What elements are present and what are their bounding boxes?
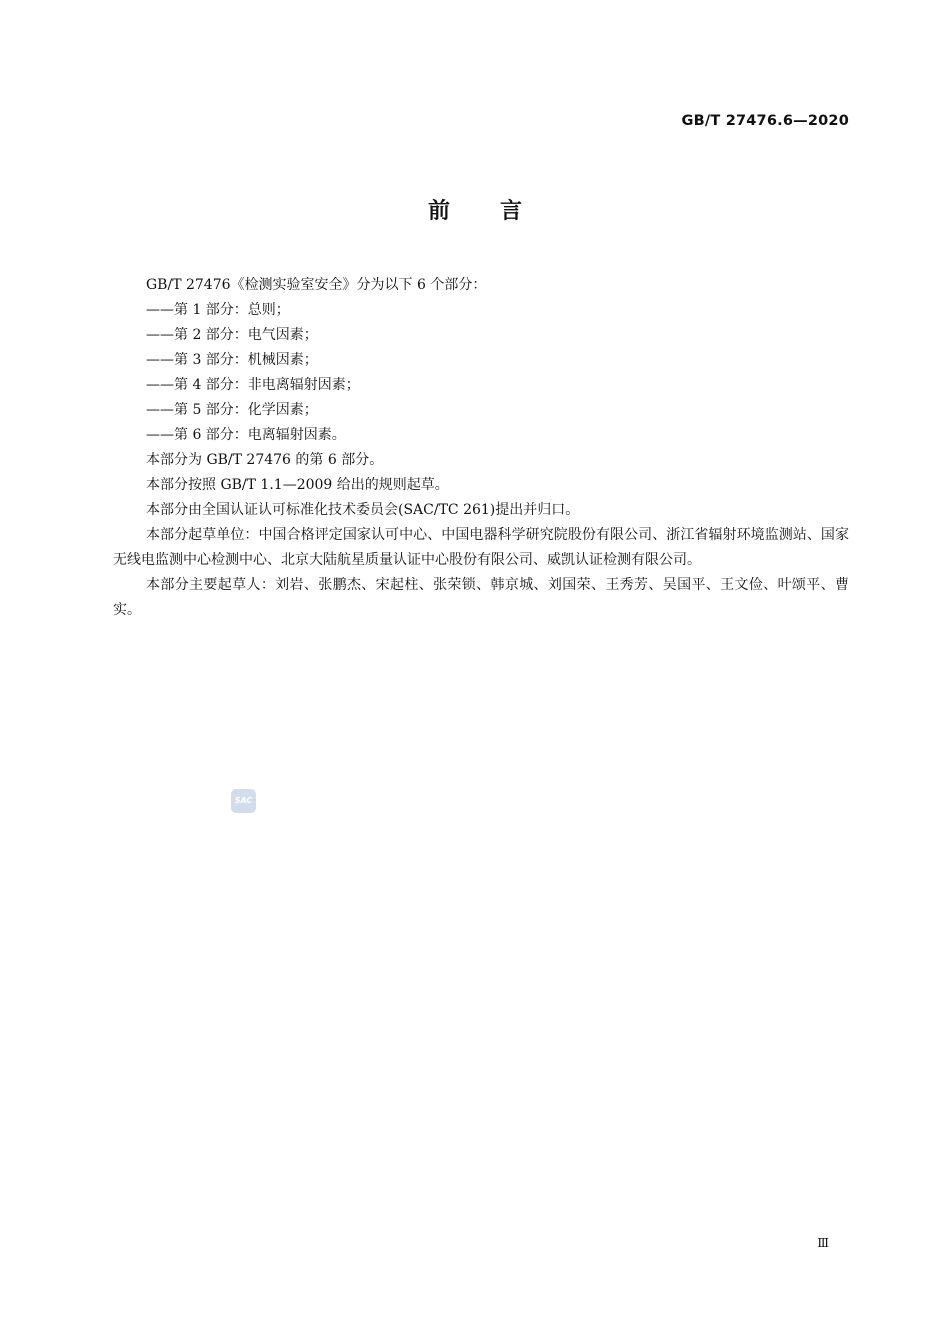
standard-number: GB/T 27476.6—2020 — [681, 113, 849, 129]
part-list-item: ——第 2 部分：电气因素； — [146, 327, 318, 343]
drafting-units-paragraph: 本部分起草单位：中国合格评定国家认可中心、中国电器科学研究院股份有限公司、浙江省辐射环境监测站、国家无线电监测中心检测中心、北京大陆航星质量认证中心股份有限公司、威凯认证检测有限公司。 — [113, 527, 849, 568]
proposed-by-paragraph: 本部分由全国认证认可标准化技术委员会(SAC/TC 261)提出并归口。 — [146, 502, 580, 518]
drafters-paragraph: 本部分主要起草人：刘岩、张鹏杰、宋起柱、张荣锁、韩京城、刘国荣、王秀芳、吴国平、王文俭、叶颂平、曹实。 — [113, 577, 849, 618]
part-list-item: ——第 5 部分：化学因素； — [146, 402, 318, 418]
page-number: Ⅲ — [817, 1236, 829, 1250]
this-part-paragraph: 本部分为 GB/T 27476 的第 6 部分。 — [146, 452, 384, 468]
page-title: 前言 — [427, 199, 572, 224]
part-list-item: ——第 3 部分：机械因素； — [146, 352, 318, 368]
intro-paragraph: GB/T 27476《检测实验室安全》分为以下 6 个部分： — [146, 277, 487, 293]
foreword-body — [113, 273, 849, 623]
part-list-item: ——第 6 部分：电离辐射因素。 — [146, 427, 346, 443]
drafting-rules-paragraph: 本部分按照 GB/T 1.1—2009 给出的规则起草。 — [146, 477, 449, 493]
part-list-item: ——第 4 部分：非电离辐射因素； — [146, 377, 360, 393]
part-list-item: ——第 1 部分：总则； — [146, 302, 290, 318]
sac-watermark-logo: SAC — [231, 789, 256, 813]
